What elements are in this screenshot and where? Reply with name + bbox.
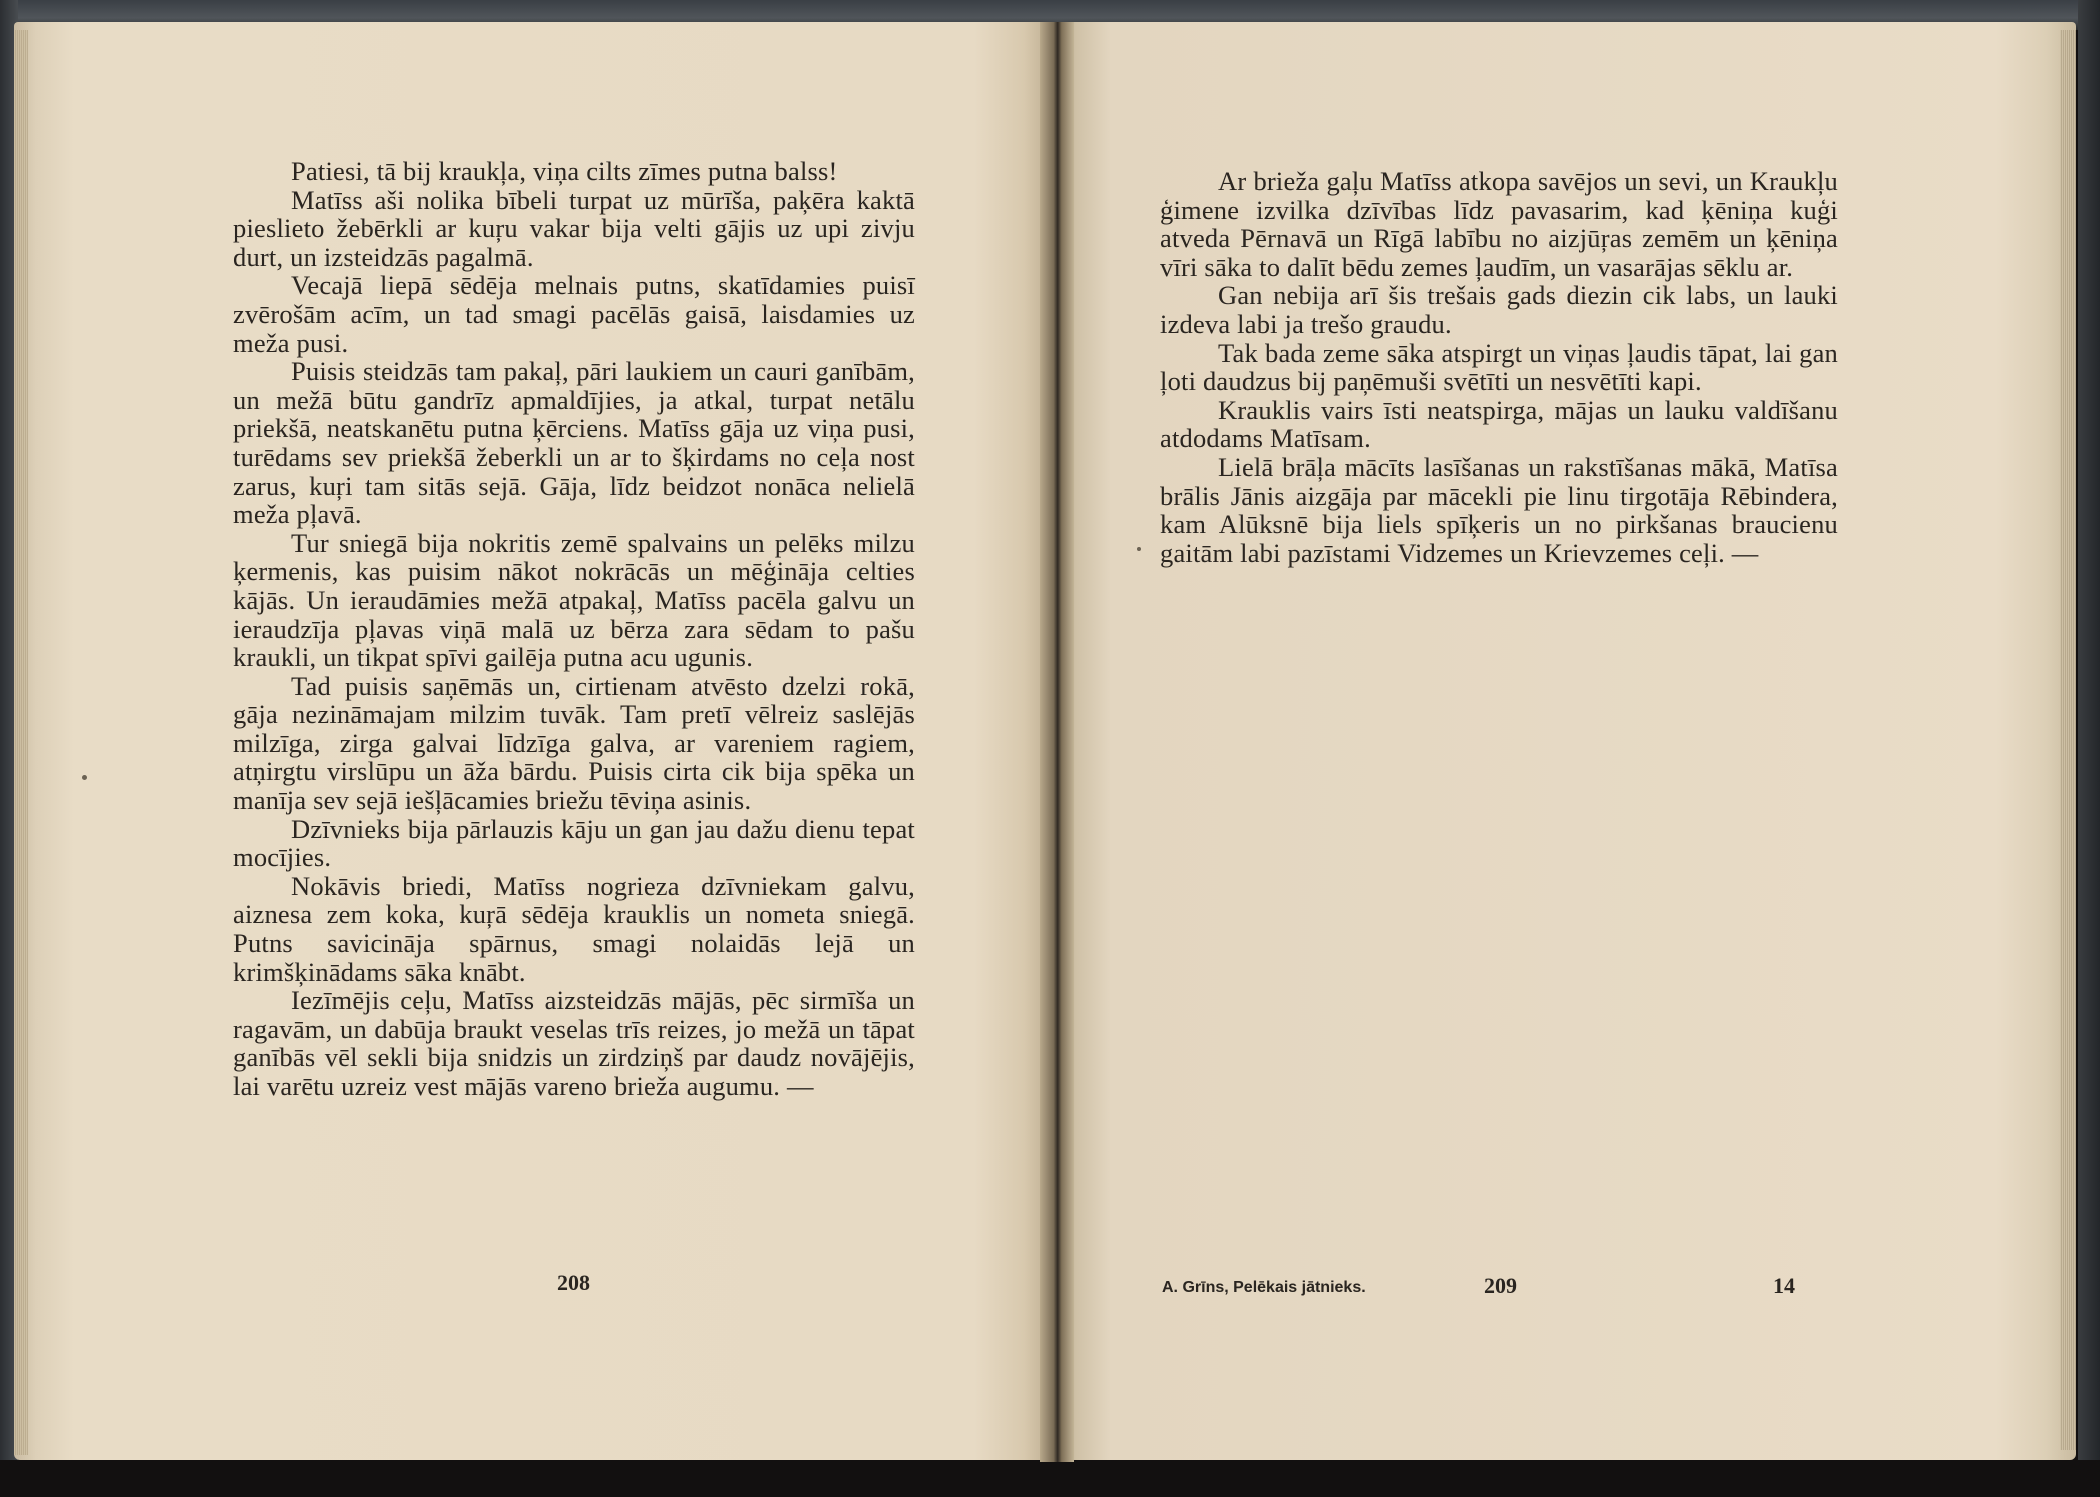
left-page-number: 208 [557, 1270, 590, 1295]
paragraph: Tak bada zeme sāka atspirgt un viņas ļaudis tāpat, lai gan ļoti daudzus bij paņēmuši svētīti un nesvētīti kapi. [1160, 337, 1838, 397]
signature-mark: A. Grīns, Pelēkais jātnieks. [1162, 1279, 1366, 1296]
paper-speck [82, 775, 87, 780]
left-page-text [233, 157, 915, 1101]
right-page-number: 209 [1484, 1273, 1517, 1298]
right-page-text [1160, 167, 1838, 567]
paragraph: Iezīmējis ceļu, Matīss aizsteidzās mājās, pēc sirmīša un ragavām, un dabūja braukt veselas trīs reizes, jo mežā un tāpat ganībās vēl sekli bija snidzis un zirdziņš par daudz novājējis, lai varētu uzreiz vest mājās vareno brieža augumu. — [233, 985, 915, 1101]
paragraph: Nokāvis briedi, Matīss nogrieza dzīvniekam galvu, aiznesa zem koka, kuŗā sēdēja krauklis un nometa sniegā. Putns savicināja spārnus, smagi nolaidās lejā un krimšķinādams sāka knābt. [233, 870, 915, 987]
book-cover-right [2078, 0, 2100, 1460]
paragraph: Krauklis vairs īsti neatspirga, mājas un lauku valdīšanu atdodams Matīsam. [1160, 394, 1838, 454]
paragraph: Tad puisis saņēmās un, cirtienam atvēsto dzelzi rokā, gāja nezināmajam milzim tuvāk. Tam pretī vēlreiz saslējās milzīga, zirga galvai līdzīga galva, ar vareniem ragiem, atņirgtu virslūpu un āža bārdu. Puisis cirta cik bija spēka un manīja sev sejā iešļācamies briežu tēviņa asinis. [233, 670, 915, 816]
paragraph: Ar brieža gaļu Matīss atkopa savējos un sevi, un Kraukļu ģimene izvilka dzīvības līdz pavasarim, kad ķēniņa kuģi atveda Pērnavā un Rīgā labību no aizjūŗas zemēm un ķēniņa vīri sāka to dalīt bēdu zemes ļaudīm, un vasarājas sēklu ar. [1160, 166, 1838, 282]
left-page-edges [14, 30, 28, 1455]
book-gutter [1040, 22, 1074, 1462]
paragraph: Lielā brāļa mācīts lasīšanas un rakstīšanas mākā, Matīsa brālis Jānis aizgāja par mācekli pie linu tirgotāja Rēbindera, kam Alūksnē bija liels spīķeris un no pirkšanas braucienu gaitām labi pazīstami Vidzemes un Krievzemes ceļi. — [1160, 451, 1838, 568]
paragraph: Patiesi, tā bij kraukļa, viņa cilts zīmes putna balss! [291, 156, 838, 186]
paragraph: Matīss aši nolika bībeli turpat uz mūrīša, paķēra kaktā pieslieto žebērkli ar kuŗu vakar bija velti gājis uz upi zivju durt, un izsteidzās pagalmā. [233, 184, 915, 272]
paragraph: Tur sniegā bija nokritis zemē spalvains un pelēks milzu ķermenis, kas puisim nākot nokrācās un mēģināja celties kājās. Un ieraudāmies mežā atpakaļ, Matīss pacēla galvu un ieraudzīja pļavas viņā malā uz bērza zara sēdam to pašu kraukli, un tikpat spīvi gailēja putna acu ugunis. [233, 527, 915, 673]
paragraph: Gan nebija arī šis trešais gads diezin cik labs, un lauki izdeva labi ja trešo graudu. [1160, 280, 1838, 339]
paragraph: Dzīvnieks bija pārlauzis kāju un gan jau dažu dienu tepat mocījies. [233, 813, 915, 873]
paper-speck [1137, 547, 1141, 551]
paragraph: Vecajā liepā sēdēja melnais putns, skatīdamies puisī zvērošām acīm, un tad smagi pacēlās gaisā, laisdamies uz meža pusi. [233, 270, 915, 358]
paragraph: Puisis steidzās tam pakaļ, pāri laukiem un cauri ganībām, un mežā būtu gandrīz apmaldījies, ja atkal, turpat netālu priekšā, neatskanētu putna ķērciens. Matīss gāja uz viņa pusi, turēdams sev priekšā žeberkli un ar to šķirdams no ceļa nost zarus, kuŗi tam sitās sejā. Gāja, līdz beidzot nonāca nelielā meža pļavā. [233, 356, 915, 530]
right-page-edges [2060, 30, 2076, 1450]
signature-number: 14 [1773, 1273, 1795, 1298]
